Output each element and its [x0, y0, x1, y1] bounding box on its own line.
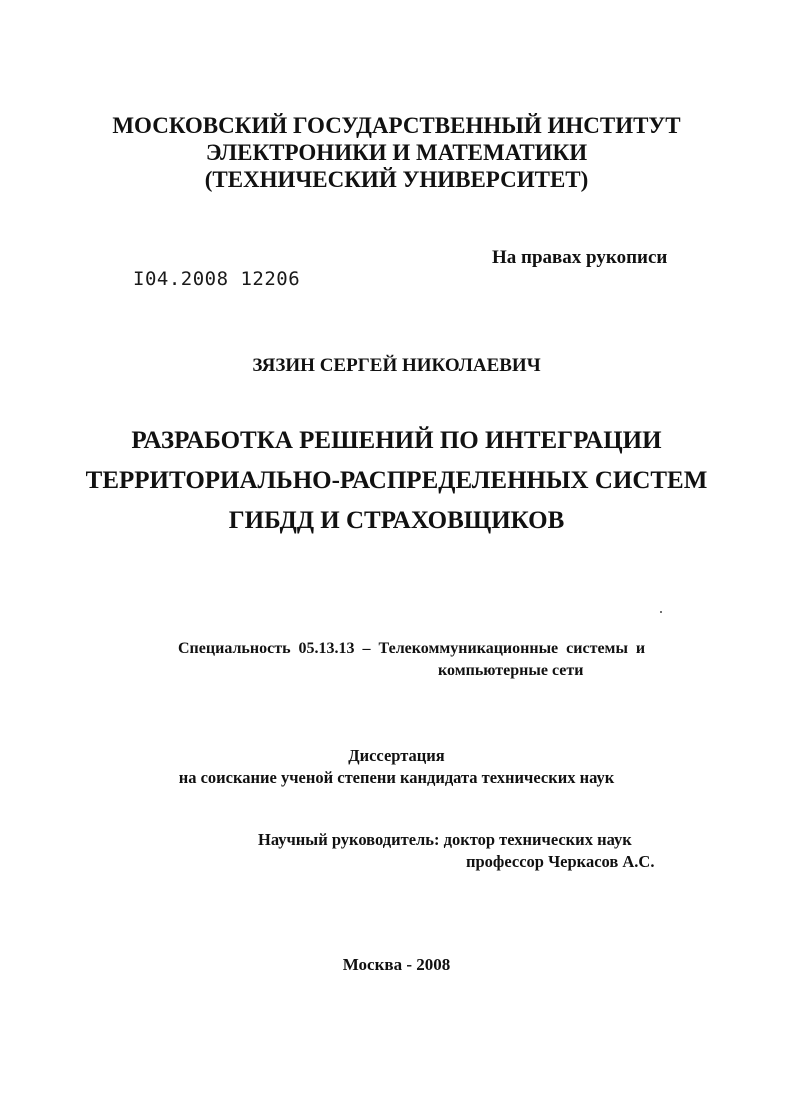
dissertation-degree: [0, 745, 793, 789]
institute-name: [0, 112, 793, 193]
institute-line-3: (ТЕХНИЧЕСКИЙ УНИВЕРСИТЕТ): [204, 167, 589, 192]
specialty-line-1: Специальность 05.13.13 – Телекоммуникационные системы и: [178, 640, 646, 657]
specialty-line-2: компьютерные сети: [438, 662, 584, 679]
degree-description: на соискание ученой степени кандидата технических наук: [178, 768, 615, 787]
supervisor-line-2: профессор Черкасов А.С.: [466, 852, 655, 871]
title-line-1: РАЗРАБОТКА РЕШЕНИЙ ПО ИНТЕГРАЦИИ: [131, 427, 662, 454]
supervisor-line-1: Научный руководитель: доктор технических наук: [258, 830, 632, 849]
title-line-2: ТЕРРИТОРИАЛЬНО-РАСПРЕДЕЛЕННЫХ СИСТЕМ: [85, 467, 708, 494]
city-year: Москва - 2008: [342, 955, 451, 974]
dissertation-title: [0, 421, 793, 541]
scan-speck: [660, 611, 662, 613]
institute-line-2: ЭЛЕКТРОНИКИ И МАТЕМАТИКИ: [205, 140, 588, 165]
title-line-3: ГИБДД И СТРАХОВЩИКОВ: [228, 507, 565, 534]
registry-number: I04.2008 12206: [133, 268, 301, 290]
manuscript-note: На правах рукописи: [492, 247, 668, 268]
dissertation-label: Диссертация: [348, 746, 445, 765]
author-name: ЗЯЗИН СЕРГЕЙ НИКОЛАЕВИЧ: [252, 355, 541, 376]
institute-line-1: МОСКОВСКИЙ ГОСУДАРСТВЕННЫЙ ИНСТИТУТ: [112, 113, 681, 138]
